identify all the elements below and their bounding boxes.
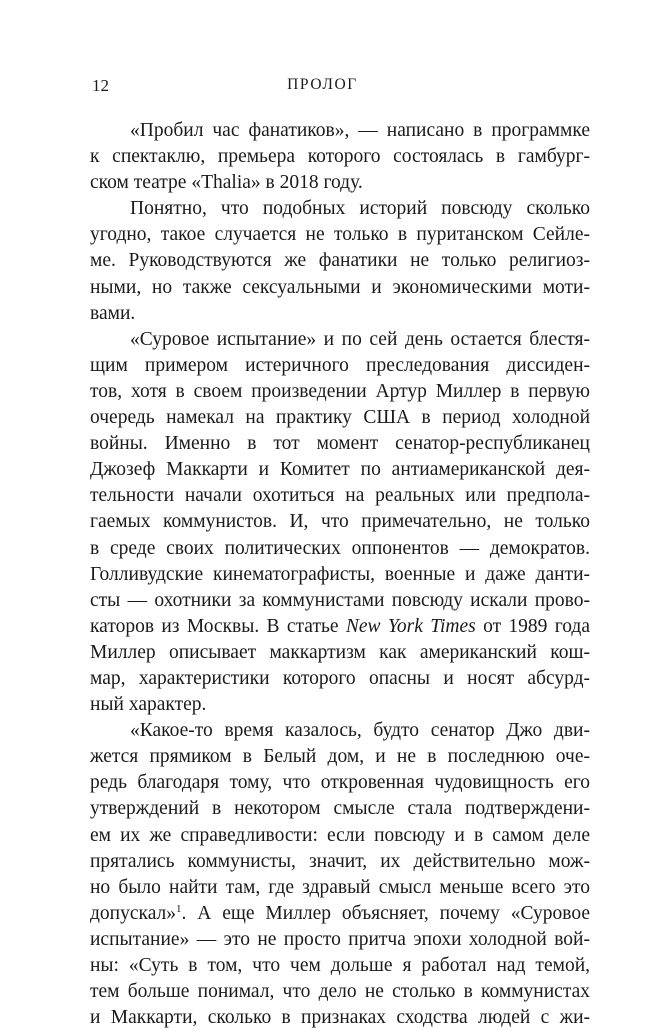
text-line: Голливудские кинематографисты, военные и даже данти-: [90, 563, 590, 585]
text-line: войны. Именно в тот момент сенатор-республиканец: [90, 433, 590, 455]
text-line-with-italic: [90, 614, 590, 640]
text-run: от 1989 года: [475, 615, 590, 637]
text-line: Джозеф Маккарти и Комитет по антиамериканской дея-: [90, 459, 590, 481]
text-line: и Маккарти, сколько в признаках сходства людей с жи-: [90, 1007, 590, 1029]
text-line: вами.: [90, 302, 136, 324]
text-line: ском театре «Thalia» в 2018 году.: [90, 172, 363, 194]
text-line: но было найти там, где здравый смысл меньше всего это: [90, 876, 590, 898]
text-line: Миллер описывает маккартизм как американский кош-: [90, 641, 590, 663]
page-number: 12: [92, 76, 109, 95]
footnote-marker[interactable]: 1: [176, 902, 182, 915]
text-line: ны: «Суть в том, что чем дольше я работал над темой,: [90, 955, 590, 976]
text-line: «Какое-то время казалось, будто сенатор Джо дви-: [130, 720, 590, 742]
italic-title-new-york-times: New York Times: [345, 615, 476, 637]
text-line: «Суровое испытание» и по сей день остается блестя-: [130, 328, 590, 350]
text-line: Понятно, что подобных историй повсюду сколько: [130, 198, 590, 220]
text-line: к спектаклю, премьера которого состоялась в гамбург-: [90, 146, 590, 168]
text-line: сты — охотники за коммунистами повсюду искали прово-: [90, 589, 590, 611]
text-line: тельности начали охотиться на реальных или предпола-: [90, 485, 590, 507]
text-run: допускал»: [90, 902, 176, 924]
text-line: ными, но также сексуальными и экономическими моти-: [90, 276, 590, 298]
text-line: жется прямиком в Белый дом, и не в последнюю оче-: [90, 746, 590, 768]
text-line: очередь намекал на практику США в период холодной: [90, 407, 590, 429]
body-text: [90, 118, 590, 1031]
text-line: испытание» — это не просто притча эпохи холодной вой-: [90, 928, 590, 950]
text-line: тем больше понимал, что дело не столько в коммунистах: [90, 981, 590, 1003]
text-line-with-footnote: [90, 901, 590, 927]
text-line: угодно, такое случается не только в пуританском Сейле-: [90, 224, 590, 246]
text-line: щим примером истеричного преследования диссиден-: [90, 354, 590, 376]
text-line: ный характер.: [90, 694, 207, 716]
text-line: в среде своих политических оппонентов — демократов.: [90, 537, 590, 559]
text-line: ме. Руководствуются же фанатики не только религиоз-: [90, 250, 590, 272]
text-line: утверждений в некотором смысле стала подтверждени-: [90, 798, 590, 820]
text-line: гаемых коммунистов. И, что примечательно, не только: [90, 511, 590, 533]
text-run: . А еще Миллер объясняет, почему «Суровое: [181, 902, 590, 924]
text-line: тов, хотя в своем произведении Артур Миллер в первую: [90, 380, 590, 402]
text-line: редь благодаря тому, что откровенная чудовищность его: [90, 772, 590, 794]
text-run: каторов из Москвы. В статье: [90, 615, 346, 637]
running-head-title: ПРОЛОГ: [287, 76, 358, 93]
text-line: прятались коммунисты, значит, их действительно мож-: [90, 850, 590, 872]
text-line: ем их же справедливости: если повсюду и в самом деле: [90, 824, 590, 846]
text-line: «Пробил час фанатиков», — написано в программке: [130, 120, 590, 141]
text-line: мар, характеристики которого опасны и носят абсурд-: [90, 667, 590, 689]
